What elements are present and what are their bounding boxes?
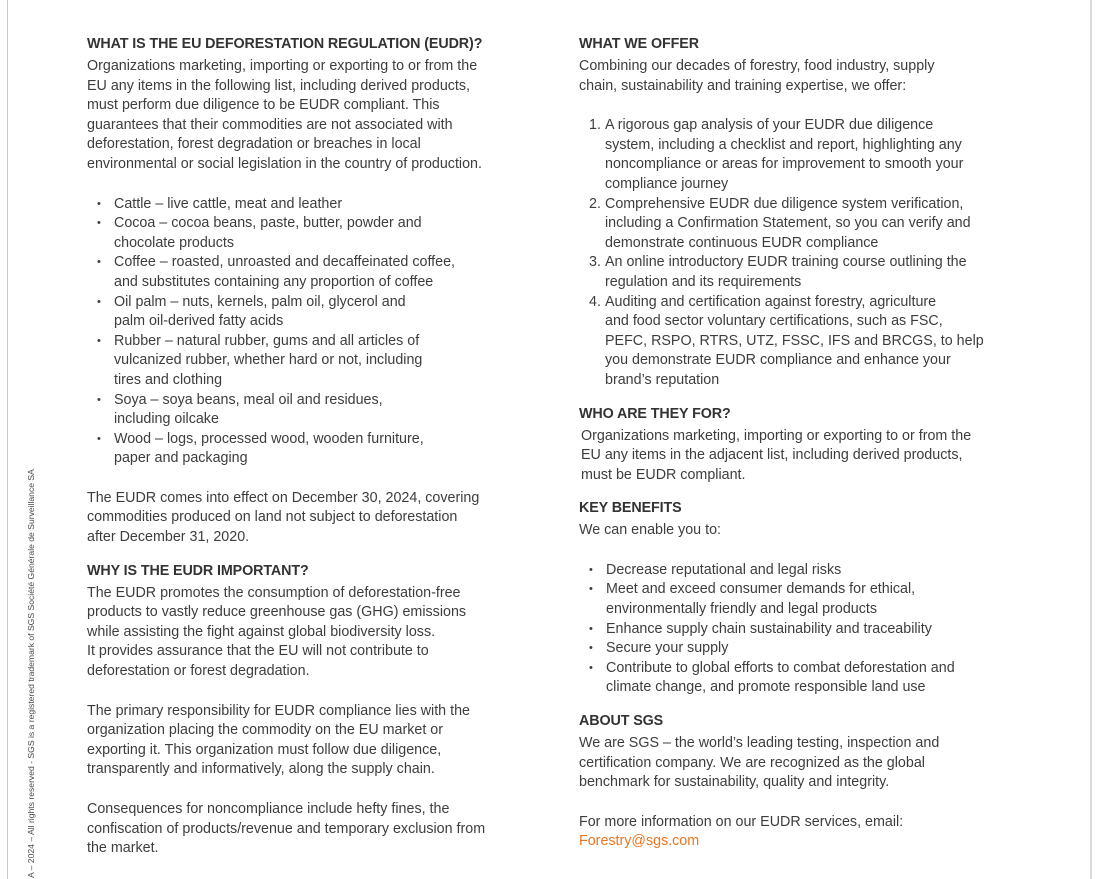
right-column (579, 33, 1019, 852)
offer-number: 4. (589, 293, 601, 310)
about-sgs-text (579, 734, 1019, 793)
heading-about-sgs: ABOUT SGS (579, 713, 664, 730)
list-item-line: Soya – soya beans, meal oil and residues, (114, 391, 383, 408)
text-line: chain, sustainability and training expertise, we offer: (579, 77, 907, 94)
offer-item (579, 253, 1019, 292)
offer-line: PEFC, RSPO, RTRS, UTZ, FSSC, IFS and BRCGS, to help (605, 332, 984, 349)
text-line: The EUDR promotes the consumption of deforestation-free (87, 584, 461, 601)
heading-what-is-eudr: WHAT IS THE EU DEFORESTATION REGULATION (EUDR)? (87, 36, 483, 52)
offer-line: regulation and its requirements (605, 273, 802, 290)
benefit-item (579, 659, 1019, 698)
text-line: We are SGS – the world’s leading testing, inspection and (579, 735, 940, 752)
list-item-line: Cattle – live cattle, meat and leather (114, 195, 343, 212)
benefit-item (579, 561, 1019, 581)
text-line: the market. (87, 840, 159, 857)
text-line: benchmark for sustainability, quality and integrity. (579, 774, 890, 791)
list-item-line: climate change, and promote responsible land use (606, 679, 926, 696)
offer-number: 3. (589, 254, 601, 271)
offer-line: compliance journey (605, 175, 729, 192)
offer-line: and food sector voluntary certifications, such as FSC, (605, 313, 943, 330)
offer-line: An online introductory EUDR training course outlining the (605, 254, 967, 271)
text-line: environmental or social legislation in the country of production. (87, 155, 482, 172)
list-item-line: Contribute to global efforts to combat deforestation and (606, 659, 955, 676)
list-item-line: Cocoa – cocoa beans, paste, butter, powder and (114, 215, 422, 232)
heading-key-benefits: KEY BENEFITS (579, 500, 682, 517)
list-item-line: Meet and exceed consumer demands for ethical, (606, 581, 916, 598)
benefit-list (579, 561, 1019, 698)
offer-item (579, 116, 1019, 194)
text-line: deforestation or forest degradation. (87, 663, 310, 680)
text-line: commodities produced on land not subject to deforestation (87, 509, 458, 526)
commodity-item (87, 293, 537, 332)
list-item-line: Coffee – roasted, unroasted and decaffeinated coffee, (114, 254, 456, 271)
offer-line: Auditing and certification against forestry, agriculture (605, 293, 937, 310)
text-line: Combining our decades of forestry, food industry, supply (579, 58, 935, 74)
offer-item (579, 293, 1019, 391)
list-item-line: Secure your supply (606, 640, 729, 657)
eudr-description (87, 57, 537, 175)
offer-line: demonstrate continuous EUDR compliance (605, 234, 879, 251)
offer-number: 1. (589, 117, 601, 134)
list-item-line: Rubber – natural rubber, gums and all articles of (114, 332, 420, 349)
commodity-item (87, 430, 537, 469)
contact-text: For more information on our EUDR services, email: (579, 813, 904, 830)
offer-number: 2. (589, 195, 601, 212)
consequences-text (87, 800, 537, 859)
text-line: must perform due diligence to be EUDR compliant. This (87, 97, 440, 114)
list-item-line: tires and clothing (114, 371, 223, 388)
text-line: Consequences for noncompliance include hefty fines, the (87, 801, 450, 817)
list-item-line: chocolate products (114, 234, 235, 251)
list-item-line: Wood – logs, processed wood, wooden furniture, (114, 430, 424, 447)
list-item-line: vulcanized rubber, whether hard or not, including (114, 352, 423, 369)
left-column (87, 33, 537, 859)
benefits-intro: We can enable you to: (579, 522, 722, 539)
list-item-line: Oil palm – nuts, kernels, palm oil, glycerol and (114, 293, 406, 310)
heading-why-important: WHY IS THE EUDR IMPORTANT? (87, 562, 309, 579)
text-line: organization placing the commodity on the EU market or (87, 722, 444, 739)
offer-line: including a Confirmation Statement, so you can verify and (605, 215, 971, 232)
commodity-item (87, 195, 537, 215)
list-item-line: paper and packaging (114, 450, 248, 467)
text-line: The primary responsibility for EUDR compliance lies with the (87, 702, 470, 719)
text-line: It provides assurance that the EU will not contribute to (87, 643, 429, 660)
list-item-line: palm oil-derived fatty acids (114, 313, 284, 330)
responsibility-text (87, 702, 537, 780)
who-for-text (581, 427, 1019, 486)
offer-list (579, 116, 1019, 390)
text-line: after December 31, 2020. (87, 529, 250, 546)
text-line: deforestation, forest degradation or breaches in local (87, 136, 421, 153)
eudr-effective-date-text (87, 489, 537, 548)
list-item-line: environmentally friendly and legal products (606, 601, 877, 618)
list-item-line: Enhance supply chain sustainability and traceability (606, 620, 932, 637)
offer-intro (579, 57, 1019, 96)
offer-line: A rigorous gap analysis of your EUDR due diligence (605, 117, 934, 134)
text-line: while assisting the fight against global biodiversity loss. (87, 623, 436, 640)
text-line: transparently and informatively, along the supply chain. (87, 761, 435, 778)
text-line: confiscation of products/revenue and temporary exclusion from (87, 820, 486, 837)
text-line: Organizations marketing, importing or exporting to or from the (581, 427, 972, 444)
text-line: exporting it. This organization must follow due diligence, (87, 741, 442, 758)
list-item-line: and substitutes containing any proportion of coffee (114, 273, 434, 290)
offer-line: brand’s reputation (605, 371, 720, 388)
text-line: EU any items in the adjacent list, including derived products, (581, 447, 963, 464)
text-line: must be EUDR compliant. (581, 466, 746, 483)
list-item-line: including oilcake (114, 411, 219, 428)
contact-email-link[interactable]: Forestry@sgs.com (579, 833, 700, 850)
commodity-item (87, 214, 537, 253)
importance-text (87, 584, 537, 682)
text-line: EU any items in the following list, including derived products, (87, 77, 471, 94)
text-line: The EUDR comes into effect on December 30, 2024, covering (87, 489, 480, 506)
benefit-item (579, 580, 1019, 619)
offer-line: system, including a checklist and report, highlighting any (605, 136, 962, 153)
offer-item (579, 195, 1019, 254)
heading-what-we-offer: WHAT WE OFFER (579, 36, 699, 52)
legal-notice-vertical: A – 2024 – All rights reserved - SGS is a registered trademark of SGS Société Générale de Surveillance SA (26, 469, 36, 878)
benefit-item (579, 639, 1019, 659)
text-line: certification company. We are recognized as the global (579, 754, 925, 771)
offer-line: noncompliance or areas for improvement to smooth your (605, 156, 964, 173)
text-line: guarantees that their commodities are not associated with (87, 116, 453, 133)
benefit-item (579, 620, 1019, 640)
offer-line: Comprehensive EUDR due diligence system verification, (605, 195, 964, 212)
commodity-item (87, 332, 537, 391)
page-edge-left (7, 0, 8, 879)
commodity-list (87, 195, 537, 469)
commodity-item (87, 391, 537, 430)
text-line: products to vastly reduce greenhouse gas (GHG) emissions (87, 604, 467, 621)
commodity-item (87, 253, 537, 292)
page-edge-right (1090, 0, 1092, 879)
offer-line: you demonstrate EUDR compliance and enhance your (605, 352, 951, 369)
text-line: Organizations marketing, importing or exporting to or from the (87, 58, 478, 74)
list-item-line: Decrease reputational and legal risks (606, 561, 842, 578)
heading-who-for: WHO ARE THEY FOR? (579, 405, 731, 422)
